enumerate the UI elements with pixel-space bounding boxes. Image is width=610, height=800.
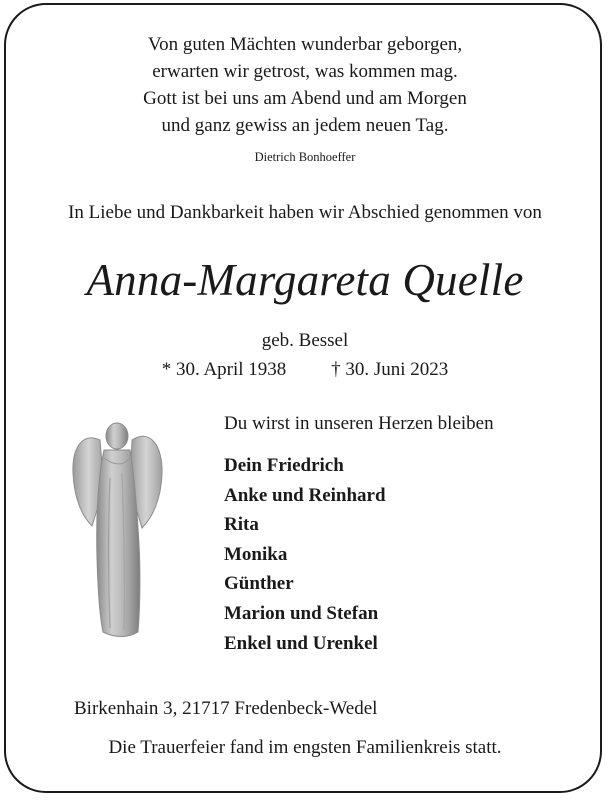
birth-date: * 30. April 1938 [161,359,287,380]
mourner-name: Anke und Reinhard [224,484,386,506]
intro-text: In Liebe und Dankbarkeit haben wir Abschied genommen von [68,202,542,223]
poem-line: Gott ist bei uns am Abend und am Morgen [143,88,467,109]
mourner-name: Marion und Stefan [224,602,379,624]
mourner-name: Rita [224,514,259,536]
mourner-name: Monika [224,543,288,565]
mourners-list [224,451,386,658]
service-note: Die Trauerfeier fand im engsten Familienkreis statt. [108,737,502,758]
life-dates [0,359,610,381]
address-text: Birkenhain 3, 21717 Fredenbeck-Wedel [74,698,378,719]
poem-line: erwarten wir getrost, was kommen mag. [152,61,458,82]
deceased-name: Anna-Margareta Quelle [86,255,524,305]
death-date: † 30. Juni 2023 [331,359,449,380]
angel-figure-image [70,418,165,640]
poem-author: Dietrich Bonhoeffer [254,150,356,164]
poem-line: und ganz gewiss an jedem neuen Tag. [161,115,449,136]
mourner-name: Günther [224,573,294,595]
motto-text: Du wirst in unseren Herzen bleiben [224,413,494,434]
poem-line: Von guten Mächten wunderbar geborgen, [147,34,463,55]
mourner-name: Dein Friedrich [224,455,344,476]
mourner-name: Enkel und Urenkel [224,632,378,654]
poem [0,31,610,139]
birth-name: geb. Bessel [261,330,349,351]
